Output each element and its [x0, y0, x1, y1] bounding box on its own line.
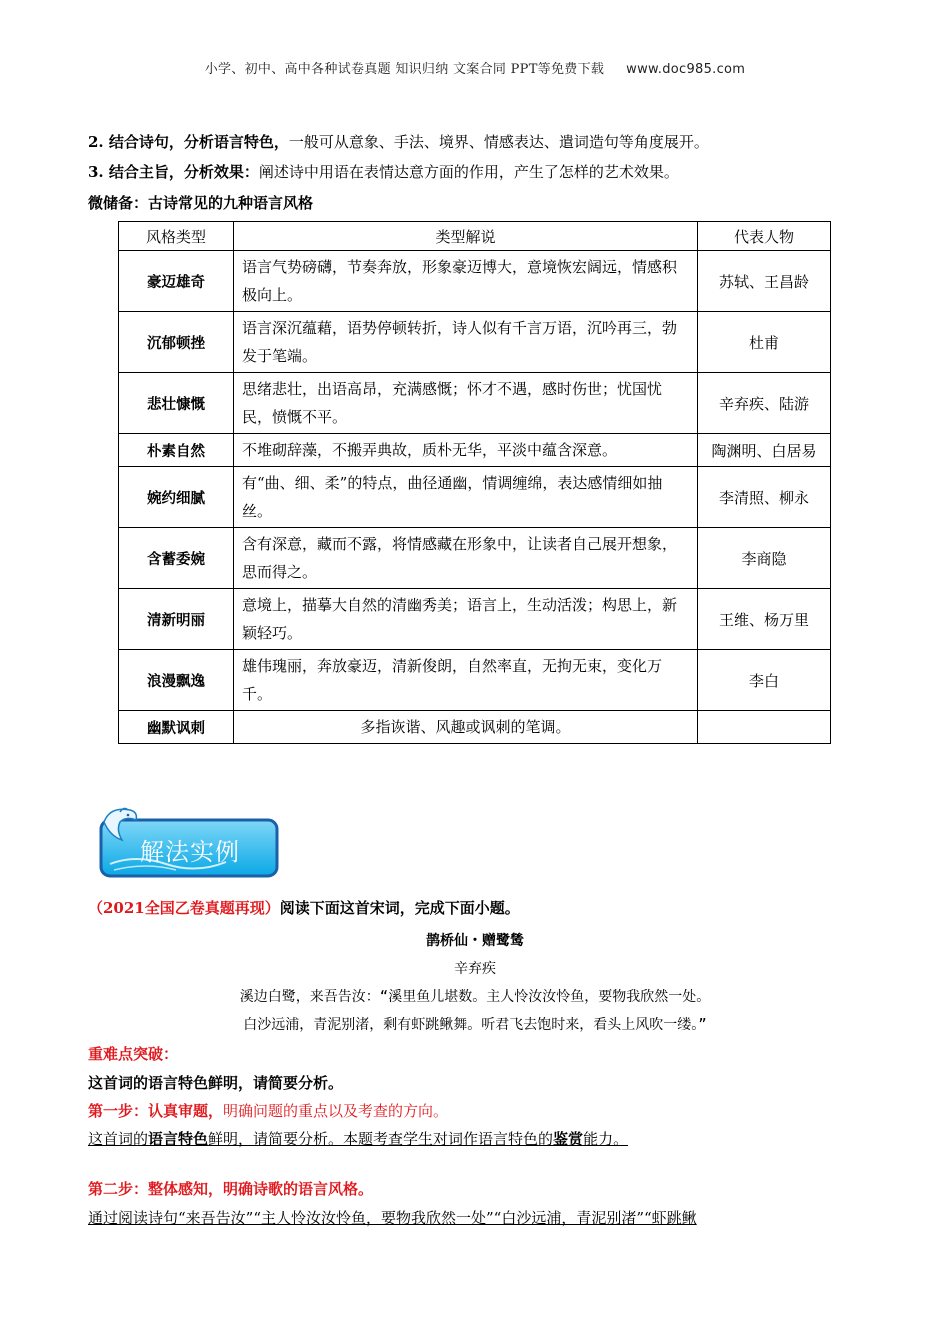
- intro-item-3-text: 阐述诗中用语在表情达意方面的作用，产生了怎样的艺术效果。: [258, 163, 679, 181]
- poem-author: 辛弃疾: [454, 961, 496, 977]
- style-desc: 思绪悲壮，出语高昂，充满感慨；怀才不遇，感时伤世；忧国忧民，愤慨不平。: [234, 373, 698, 434]
- style-desc: 语言深沉蕴藉，语势停顿转折，诗人似有千言万语，沉吟再三，勃发于笔端。: [234, 312, 698, 373]
- intro-item-2-bold: 2. 结合诗句，分析语言特色，: [88, 133, 289, 151]
- style-rep: 苏轼、王昌龄: [698, 251, 831, 312]
- style-rep: 李商隐: [698, 528, 831, 589]
- style-name: 朴素自然: [119, 434, 234, 467]
- key-label: 重难点突破：: [88, 1045, 179, 1063]
- table-row: [119, 650, 831, 711]
- style-rep: 李白: [698, 650, 831, 711]
- style-desc: 含有深意，藏而不露，将情感藏在形象中，让读者自己展开想象，思而得之。: [234, 528, 698, 589]
- table-row: [119, 589, 831, 650]
- style-rep: 杜甫: [698, 312, 831, 373]
- table-row: [119, 528, 831, 589]
- header-text: 小学、初中、高中各种试卷真题 知识归纳 文案合同 PPT等免费下载: [204, 62, 605, 77]
- style-desc: 雄伟瑰丽，奔放豪迈，清新俊朗，自然率直，无拘无束，变化万千。: [234, 650, 698, 711]
- table-row: [119, 312, 831, 373]
- style-rep: 李清照、柳永: [698, 467, 831, 528]
- step-1-analysis-c: 鲜明，请简要分析。本题考查学生对词作语言特色的: [208, 1130, 554, 1148]
- table-header-row: [119, 222, 831, 251]
- table-row: [119, 373, 831, 434]
- step-1-analysis-d: 鉴赏: [553, 1130, 584, 1148]
- table-row: [119, 711, 831, 744]
- step-2-text: 通过阅读诗句“来吾告汝”“主人怜汝汝怜鱼，要物我欣然一处”“白沙远浦，青泥别渚”“虾跳鳅: [88, 1209, 697, 1227]
- style-name: 豪迈雄奇: [119, 251, 234, 312]
- step-1-analysis-b: 语言特色: [148, 1130, 209, 1148]
- page-header: [0, 58, 950, 77]
- style-rep: 王维、杨万里: [698, 589, 831, 650]
- intro-item-3-bold: 3. 结合主旨，分析效果：: [88, 163, 259, 181]
- poem-line: 溪边白鹭，来吾告汝：“溪里鱼儿堪数。主人怜汝汝怜鱼，要物我欣然一处。: [239, 989, 711, 1005]
- style-desc: 语言气势磅礴，节奏奔放，形象豪迈博大，意境恢宏阔远，情感积极向上。: [234, 251, 698, 312]
- style-rep: 陶渊明、白居易: [698, 434, 831, 467]
- table-header-cell: 风格类型: [119, 222, 234, 251]
- poem-line: 白沙远浦，青泥别渚，剩有虾跳鳅舞。听君飞去饱时来，看头上风吹一缕。”: [243, 1017, 707, 1033]
- step-1-analysis-a: 这首词的: [88, 1130, 149, 1148]
- badge-label: 解法实例: [140, 838, 240, 866]
- style-desc: 意境上，描摹大自然的清幽秀美；语言上，生动活泼；构思上，新颖轻巧。: [234, 589, 698, 650]
- step-1: [88, 1101, 448, 1121]
- header-site-link[interactable]: www.doc985.com: [626, 62, 746, 77]
- style-name: 悲壮慷慨: [119, 373, 234, 434]
- style-rep: [698, 711, 831, 744]
- step-1-bold: 第一步：认真审题，: [88, 1102, 224, 1120]
- table-row: [119, 434, 831, 467]
- intro-item-2-text: 一般可从意象、手法、境界、情感表达、遣词造句等角度展开。: [288, 133, 709, 151]
- step-1-analysis: [88, 1129, 628, 1149]
- example-instruction: 阅读下面这首宋词，完成下面小题。: [279, 899, 520, 917]
- example-source: （2021全国乙卷真题再现）: [88, 899, 280, 917]
- style-rep: 辛弃疾、陆游: [698, 373, 831, 434]
- style-name: 含蓄委婉: [119, 528, 234, 589]
- style-name: 婉约细腻: [119, 467, 234, 528]
- table-header-cell: 类型解说: [234, 222, 698, 251]
- style-desc: 多指诙谐、风趣或讽刺的笔调。: [234, 711, 698, 744]
- question: 这首词的语言特色鲜明，请简要分析。: [88, 1074, 344, 1092]
- style-name: 幽默讽刺: [119, 711, 234, 744]
- step-1-analysis-e: 能力。: [583, 1130, 629, 1148]
- style-desc: 不堆砌辞藻，不搬弄典故，质朴无华，平淡中蕴含深意。: [234, 434, 698, 467]
- solution-example-badge: [96, 806, 281, 881]
- table-header-cell: 代表人物: [698, 222, 831, 251]
- table-row: [119, 467, 831, 528]
- micro-title: 微储备：古诗常见的九种语言风格: [88, 194, 314, 212]
- style-name: 沉郁顿挫: [119, 312, 234, 373]
- poem-title: 鹊桥仙・赠鹭鸶: [426, 933, 524, 949]
- intro-item-2: [88, 132, 709, 152]
- table-row: [119, 251, 831, 312]
- language-style-table: [118, 221, 831, 744]
- style-desc: 有“曲、细、柔”的特点，曲径通幽，情调缠绵，表达感情细如抽丝。: [234, 467, 698, 528]
- step-2: 第二步：整体感知，明确诗歌的语言风格。: [88, 1180, 374, 1198]
- style-name: 清新明丽: [119, 589, 234, 650]
- intro-item-3: [88, 162, 679, 182]
- style-name: 浪漫飘逸: [119, 650, 234, 711]
- step-1-text: 明确问题的重点以及考查的方向。: [223, 1102, 449, 1120]
- example-intro: [88, 898, 520, 918]
